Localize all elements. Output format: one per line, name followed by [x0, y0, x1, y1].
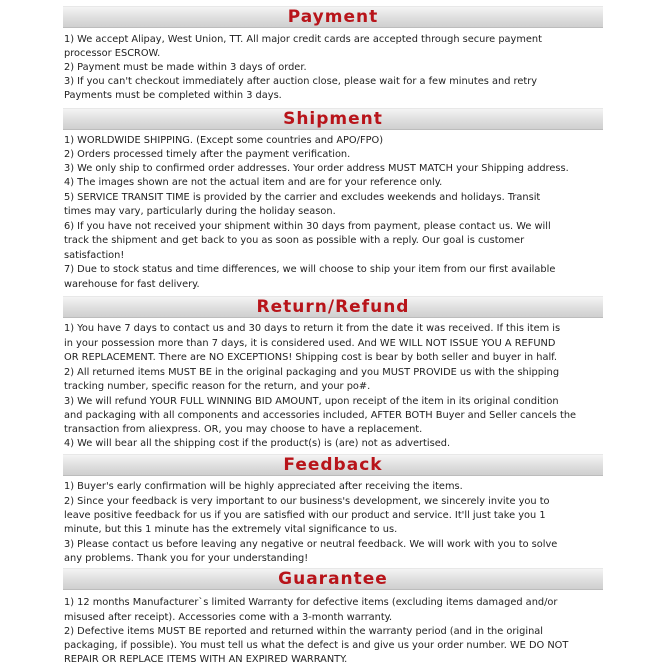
text-line: processor ESCROW. — [64, 48, 161, 59]
text-line: 3) If you can't checkout immediately after auction close, please wait for a few minutes and retry — [64, 76, 538, 87]
section-title: Shipment — [283, 109, 383, 129]
text-line: 2) Defective items MUST BE reported and returned within the warranty period (and in the original — [64, 626, 543, 637]
text-line: 1) Buyer's early confirmation will be highly appreciated after receiving the items. — [64, 481, 463, 492]
text-line: OR REPLACEMENT. There are NO EXCEPTIONS! Shipping cost is bear by both seller and buyer in half. — [64, 352, 558, 363]
text-line: times may vary, particularly during the holiday season. — [64, 206, 336, 217]
text-line: 3) We only ship to confirmed order addresses. Your order address MUST MATCH your Shipping address. — [64, 163, 569, 174]
text-line: satisfaction! — [64, 250, 125, 261]
section-title: Feedback — [283, 455, 383, 475]
payment-banner — [63, 6, 603, 28]
text-line: warehouse for fast delivery. — [64, 279, 200, 290]
text-line: misused after receipt). Accessories come with a 3-month warranty. — [64, 612, 393, 623]
text-line: 1) WORLDWIDE SHIPPING. (Except some countries and APO/FPO) — [64, 135, 384, 146]
section-title: Guarantee — [278, 569, 388, 589]
text-line: transaction from aliexpress. OR, you may choose to have a replacement. — [64, 424, 423, 435]
text-line: 1) We accept Alipay, West Union, TT. All major credit cards are accepted through secure payment — [64, 34, 542, 45]
text-line: Payments must be completed within 3 days. — [64, 90, 282, 101]
text-line: 3) We will refund YOUR FULL WINNING BID AMOUNT, upon receipt of the item in its original condition — [64, 396, 559, 407]
text-line: 2) Since your feedback is very important to our business's development, we sincerely invite you to — [64, 496, 550, 507]
text-line: in your possession more than 7 days, it is considered used. And WE WILL NOT ISSUE YOU A REFUND — [64, 338, 556, 349]
text-line: 2) All returned items MUST BE in the original packaging and you MUST PROVIDE us with the shipping — [64, 367, 560, 378]
text-line: 7) Due to stock status and time differences, we will choose to ship your item from our first available — [64, 264, 556, 275]
text-line: 1) You have 7 days to contact us and 30 days to return it from the date it was received. If this item is — [64, 323, 561, 334]
text-line: 2) Payment must be made within 3 days of order. — [64, 62, 307, 73]
feedback-banner — [63, 454, 603, 476]
guarantee-banner — [63, 568, 603, 590]
text-line: and packaging with all components and accessories included, AFTER BOTH Buyer and Seller cancels the — [64, 410, 577, 421]
text-line: track the shipment and get back to you as soon as possible with a reply. Our goal is customer — [64, 235, 525, 246]
text-line: 2) Orders processed timely after the payment verification. — [64, 149, 351, 160]
section-title: Payment — [287, 7, 379, 27]
text-line: packaging, if possible). You must tell us what the defect is and give us your order number. WE DO NOT — [64, 640, 569, 651]
text-line: 1) 12 months Manufacturer`s limited Warranty for defective items (excluding items damaged and/or — [64, 597, 558, 608]
shipment-banner — [63, 108, 603, 130]
text-line: tracking number, specific reason for the return, and your po#. — [64, 381, 371, 392]
text-line: leave positive feedback for us if you are satisfied with our product and service. It'll just take you 1 — [64, 510, 546, 521]
text-line: any problems. Thank you for your understanding! — [64, 553, 309, 564]
text-line: 6) If you have not received your shipment within 30 days from payment, please contact us. We will — [64, 221, 551, 232]
return-refund-banner — [63, 296, 603, 318]
text-line: 4) The images shown are not the actual item and are for your reference only. — [64, 177, 443, 188]
text-line: minute, but this 1 minute has the extremely vital significance to us. — [64, 524, 398, 535]
text-line: 4) We will bear all the shipping cost if the product(s) is (are) not as advertised. — [64, 438, 451, 449]
section-title: Return/Refund — [256, 297, 410, 317]
text-line: 5) SERVICE TRANSIT TIME is provided by the carrier and excludes weekends and holidays. Transit — [64, 192, 541, 203]
text-line: REPAIR OR REPLACE ITEMS WITH AN EXPIRED WARRANTY. — [64, 654, 348, 665]
text-line: 3) Please contact us before leaving any negative or neutral feedback. We will work with you to solve — [64, 539, 558, 550]
